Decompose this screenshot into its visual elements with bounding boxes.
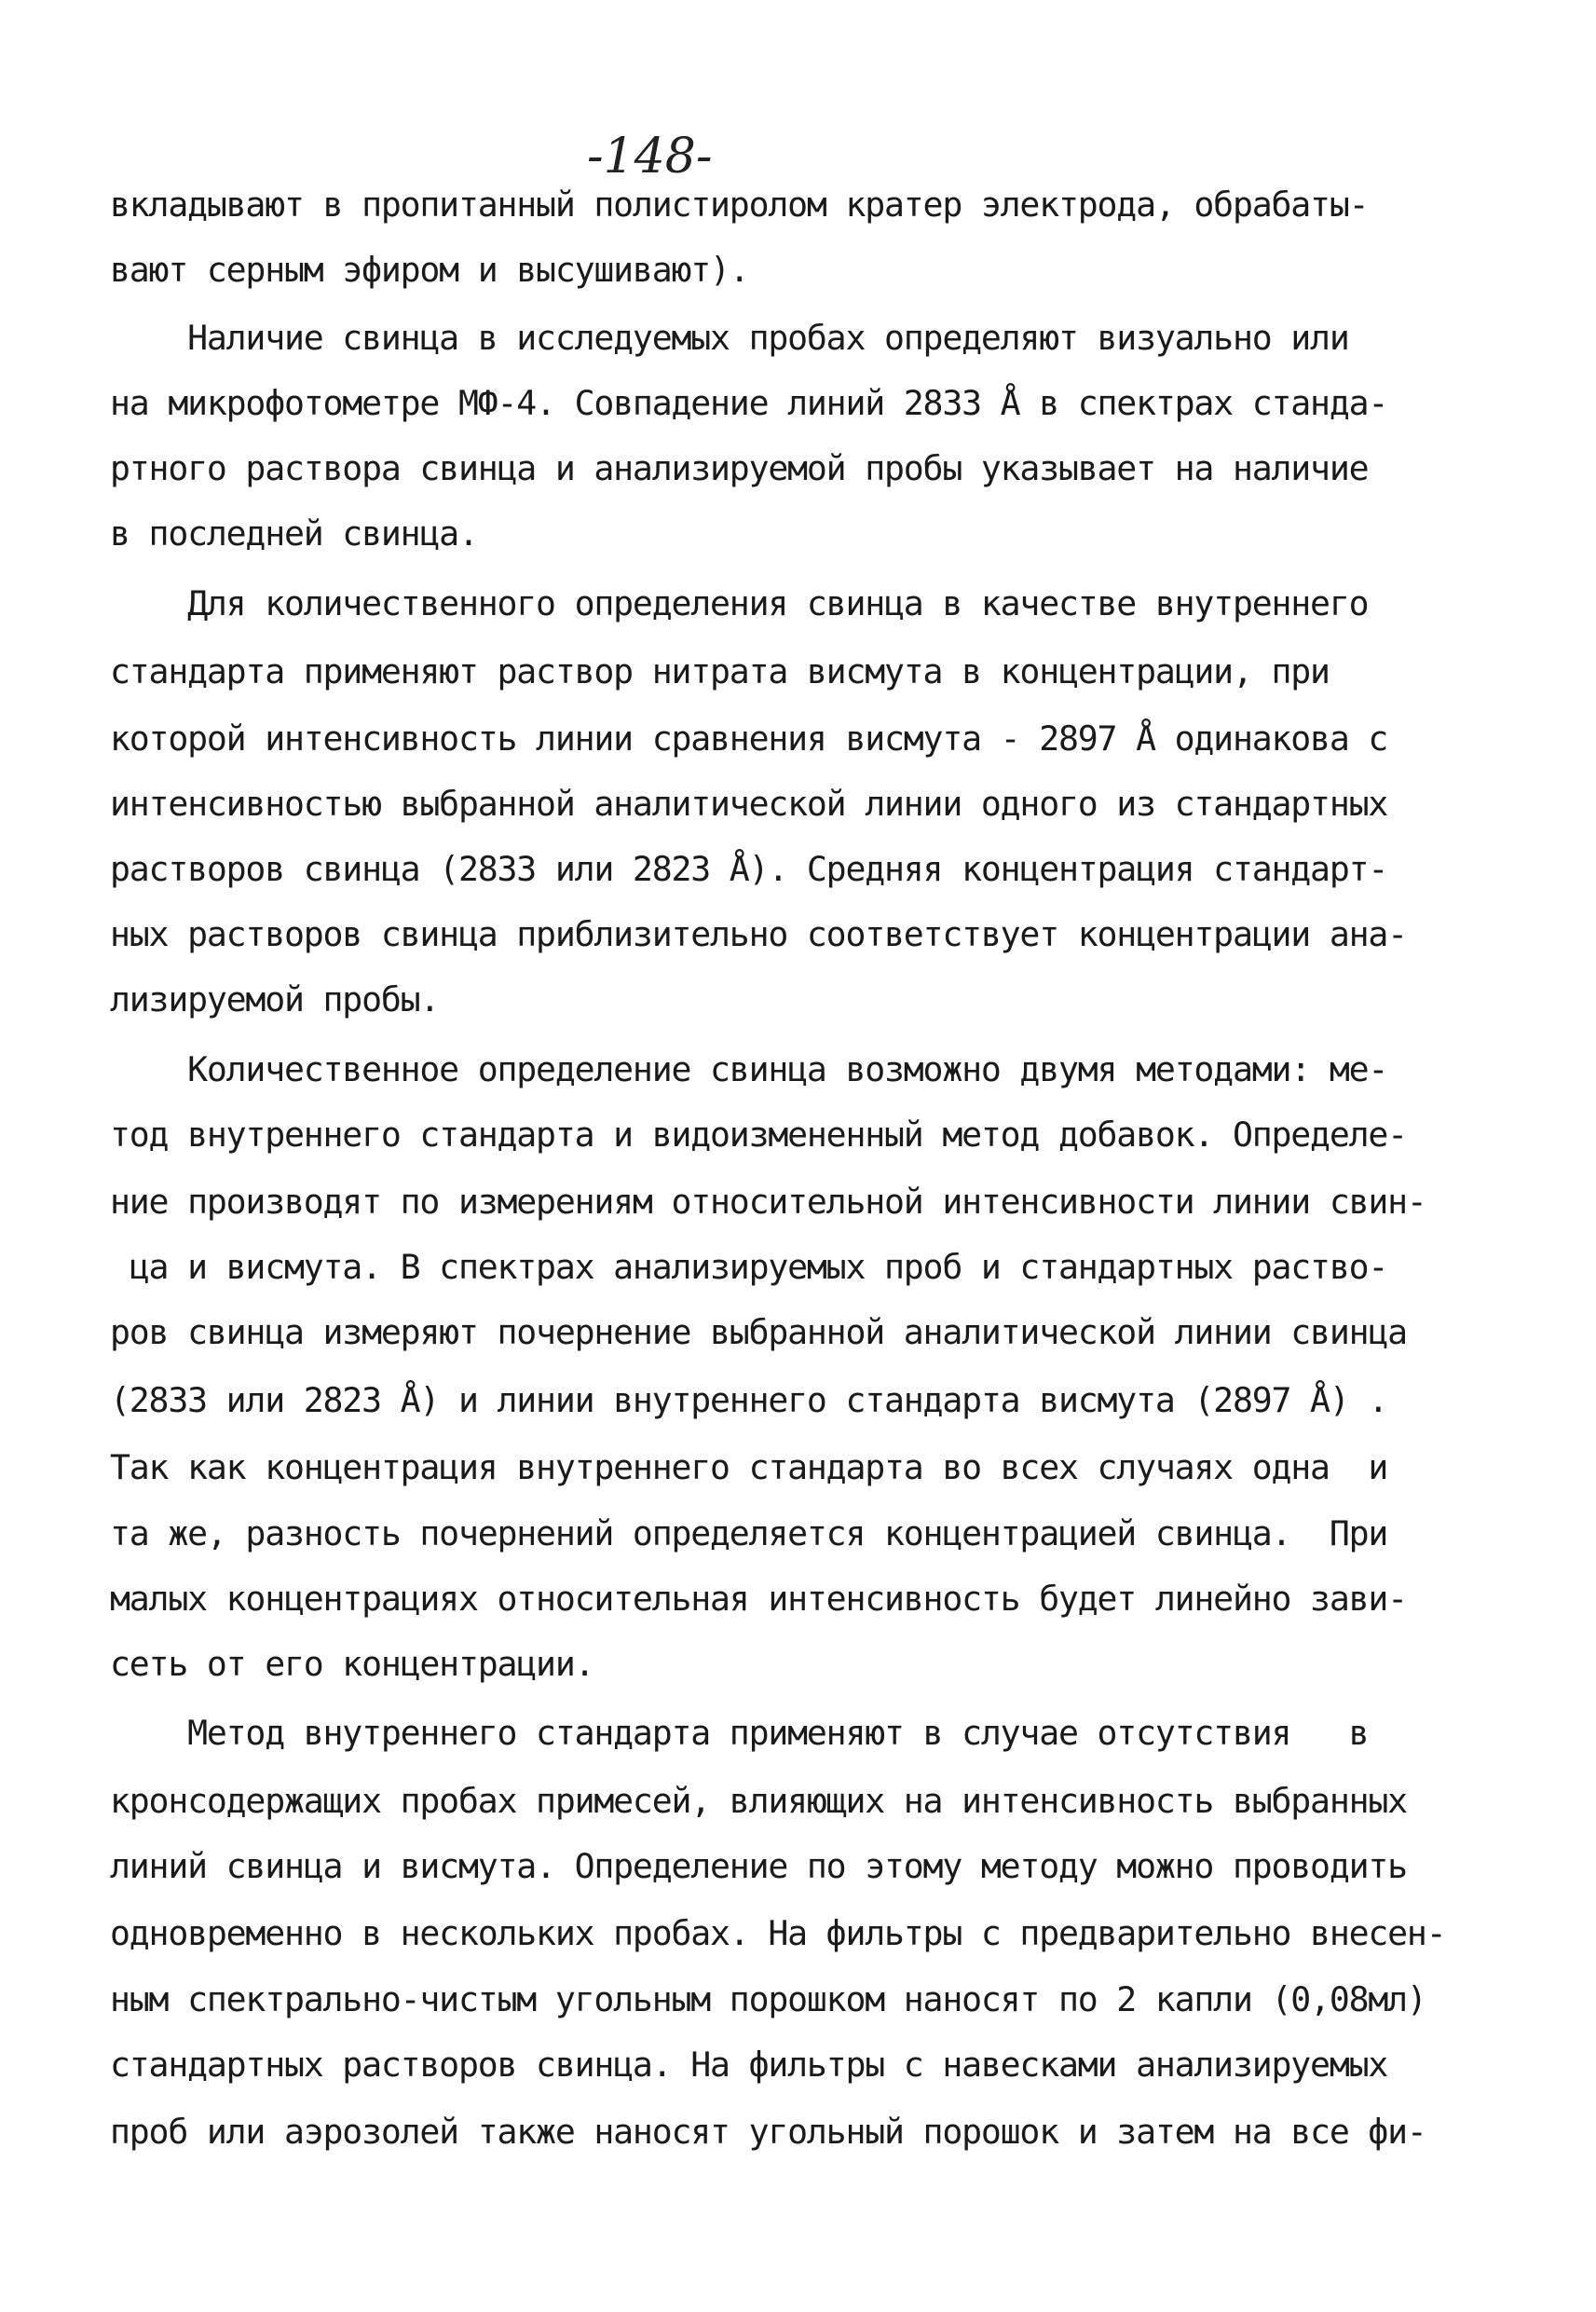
text-line: которой интенсивность линии сравнения висмута - 2897 Å одинакова с — [110, 718, 1388, 759]
text-line: ние производят по измерениям относительной интенсивности линии свин- — [110, 1182, 1426, 1222]
text-line: стандартных растворов свинца. На фильтры с навесками анализируемых — [110, 2045, 1388, 2085]
text-line: Количественное определение свинца возможно двумя методами: ме- — [110, 1049, 1388, 1089]
text-line: вают серным эфиром и высушивают). — [110, 250, 749, 290]
text-line: тод внутреннего стандарта и видоизмененный метод добавок. Определе- — [110, 1115, 1407, 1155]
text-line: та же, разность почернений определяется концентрацией свинца. При — [110, 1513, 1388, 1553]
text-line: малых концентрациях относительная интенсивность будет линейно зави- — [110, 1579, 1407, 1619]
text-line: в последней свинца. — [110, 513, 478, 554]
text-line: Так как концентрация внутреннего стандарта во всех случаях одна и — [110, 1447, 1388, 1487]
text-line: интенсивностью выбранной аналитической линии одного из стандартных — [110, 784, 1388, 824]
text-line: сеть от его концентрации. — [110, 1644, 594, 1684]
text-line: на микрофотометре МФ-4. Совпадение линий 2833 Å в спектрах станда- — [110, 383, 1388, 423]
text-line: ртного раствора свинца и анализируемой пробы указывает на наличие — [110, 448, 1369, 488]
text-line: (2833 или 2823 Å) и линии внутреннего стандарта висмута (2897 Å) . — [110, 1380, 1388, 1420]
text-line: вкладывают в пропитанный полистиролом кратер электрода, обрабаты- — [110, 185, 1369, 225]
text-line: линий свинца и висмута. Определение по этому методу можно проводить — [110, 1846, 1407, 1886]
text-line: ных растворов свинца приблизительно соответствует концентрации ана- — [110, 914, 1407, 954]
text-line: Наличие свинца в исследуемых пробах определяют визуально или — [110, 318, 1349, 358]
text-line: Метод внутреннего стандарта применяют в случае отсутствия в — [110, 1713, 1369, 1753]
text-line: проб или аэрозолей также наносят угольный порошок и затем на все фи- — [110, 2112, 1426, 2152]
text-line: стандарта применяют раствор нитрата висмута в концентрации, при — [110, 651, 1330, 691]
text-line: лизируемой пробы. — [110, 979, 440, 1019]
text-line: ров свинца измеряют почернение выбранной аналитической линии свинца — [110, 1312, 1407, 1352]
text-line: ным спектрально-чистым угольным порошком наносят по 2 капли (0,08мл) — [110, 1979, 1426, 2019]
page-number: -148- — [587, 129, 713, 185]
text-line: одновременно в нескольких пробах. На фильтры с предварительно внесен- — [110, 1913, 1446, 1953]
text-line: кронсодержащих пробах примесей, влияющих на интенсивность выбранных — [110, 1781, 1407, 1821]
text-line: ца и висмута. В спектрах анализируемых проб и стандартных раство- — [110, 1247, 1388, 1287]
text-line: Для количественного определения свинца в качестве внутреннего — [110, 583, 1369, 623]
text-line: растворов свинца (2833 или 2823 Å). Средняя концентрация стандарт- — [110, 849, 1388, 889]
